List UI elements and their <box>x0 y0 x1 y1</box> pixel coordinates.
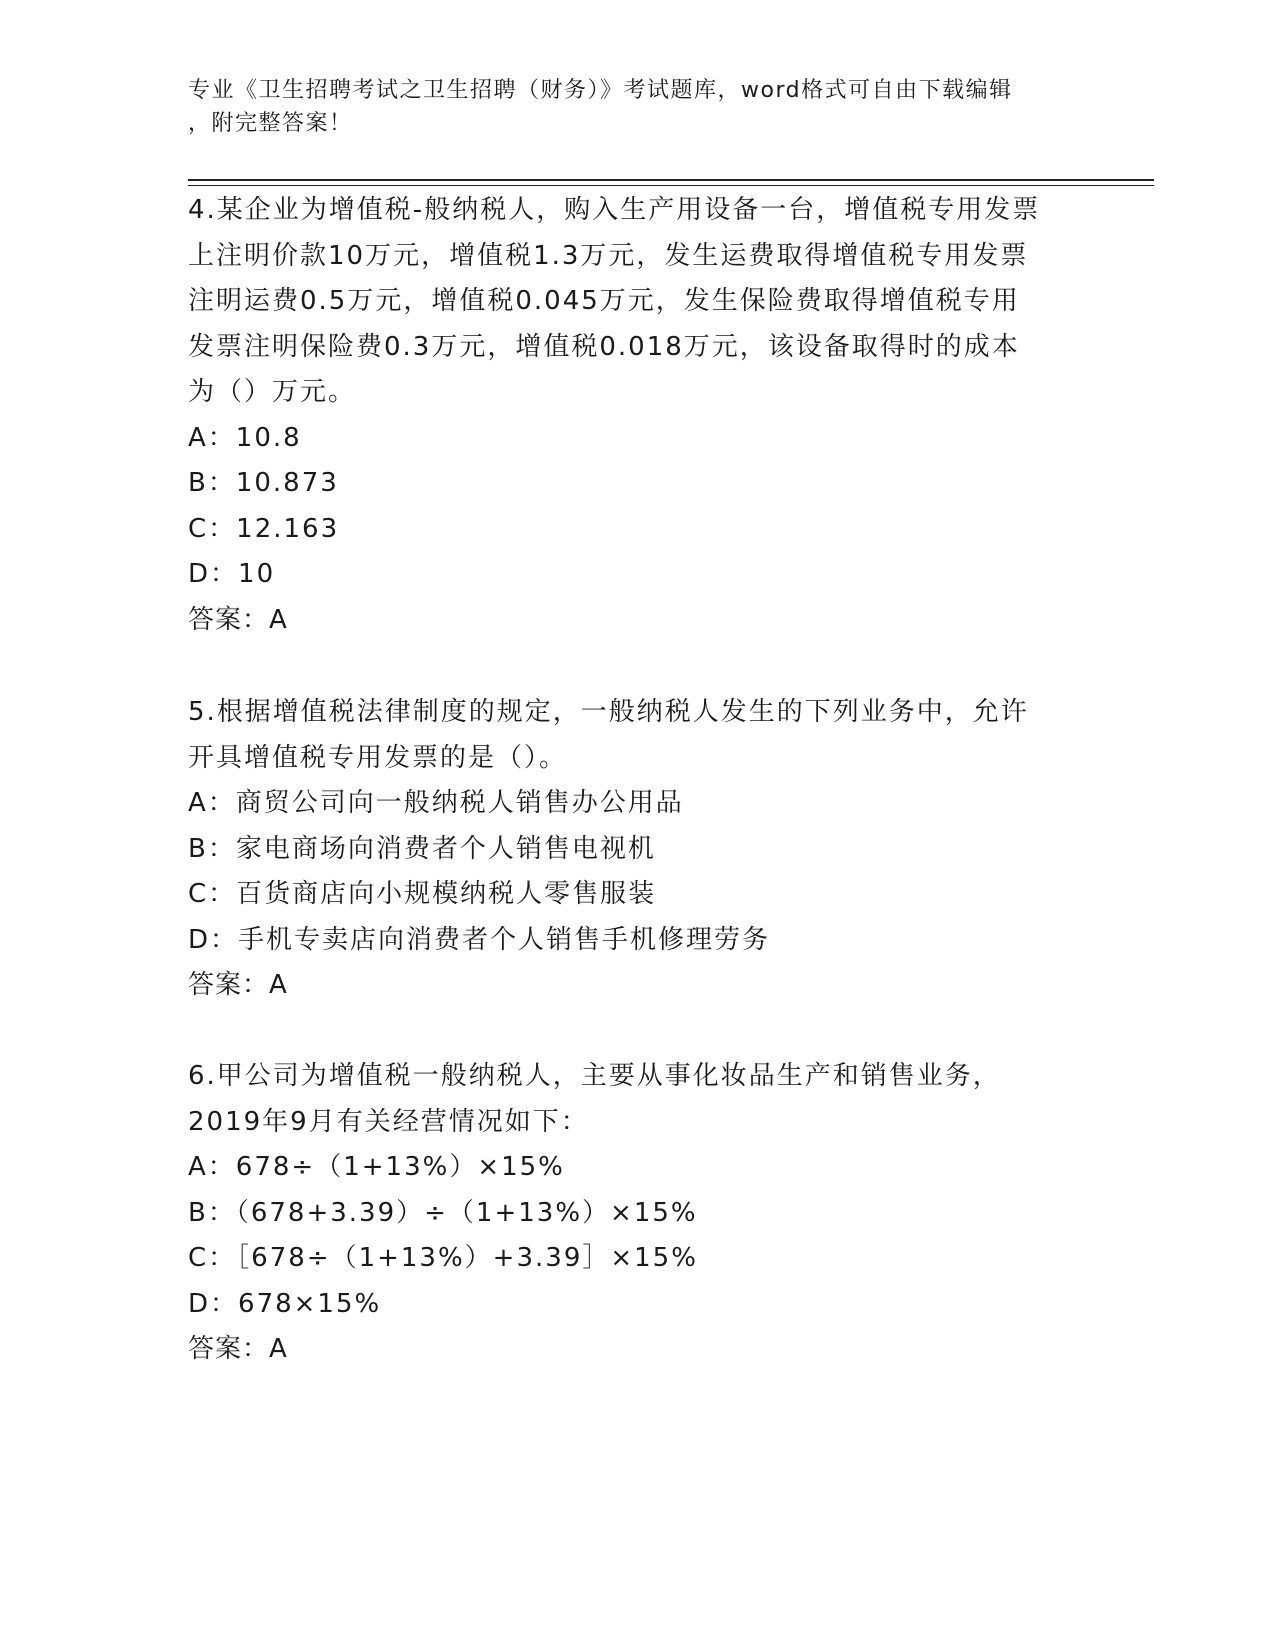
option-a: A：商贸公司向一般纳税人销售办公用品 <box>188 788 684 818</box>
header-line-2: ，附完整答案！ <box>188 111 353 136</box>
answer-line: 答案：A <box>188 604 288 635</box>
question-6 <box>188 1054 1088 1373</box>
header-line-1: 专业《卫生招聘考试之卫生招聘（财务）》考试题库，word格式可自由下载编辑 <box>188 78 1013 103</box>
option-d: D：678×15% <box>188 1288 382 1319</box>
option-b: B：10.873 <box>188 468 339 498</box>
question-stem-line: 为（）万元。 <box>188 377 357 407</box>
question-stem-line: 6.甲公司为增值税一般纳税人，主要从事化妆品生产和销售业务， <box>188 1061 1001 1091</box>
header-divider-thick <box>188 179 1154 181</box>
question-stem-line: 注明运费0.5万元，增值税0.045万元，发生保险费取得增值税专用 <box>188 286 1020 316</box>
question-5 <box>188 690 1088 1009</box>
answer-line: 答案：A <box>188 1334 288 1364</box>
option-a: A：10.8 <box>188 422 302 453</box>
question-stem-line: 开具增值税专用发票的是（）。 <box>188 742 568 773</box>
question-4 <box>188 188 1088 643</box>
option-b: B：家电商场向消费者个人销售电视机 <box>188 833 656 864</box>
question-stem-line: 发票注明保险费0.3万元，增值税0.018万元，该设备取得时的成本 <box>188 331 1020 362</box>
document-header <box>188 74 1088 140</box>
option-c: C：［678÷（1+13%）+3.39］×15% <box>188 1243 698 1273</box>
question-stem-line: 上注明价款10万元，增值税1.3万元，发生运费取得增值税专用发票 <box>188 240 1029 271</box>
option-a: A：678÷（1+13%）×15% <box>188 1152 565 1182</box>
question-stem-line: 4.某企业为增值税-般纳税人，购入生产用设备一台，增值税专用发票 <box>188 195 1041 225</box>
answer-line: 答案：A <box>188 970 288 1000</box>
header-divider-thin <box>188 185 1154 186</box>
question-stem-line: 2019年9月有关经营情况如下： <box>188 1106 589 1137</box>
option-d: D：10 <box>188 559 276 589</box>
question-stem-line: 5.根据增值税法律制度的规定，一般纳税人发生的下列业务中，允许 <box>188 697 1029 727</box>
option-c: C：12.163 <box>188 513 340 544</box>
option-b: B：（678+3.39）÷（1+13%）×15% <box>188 1197 698 1228</box>
option-d: D：手机专卖店向消费者个人销售手机修理劳务 <box>188 924 771 955</box>
option-c: C：百货商店向小规模纳税人零售服装 <box>188 879 657 909</box>
